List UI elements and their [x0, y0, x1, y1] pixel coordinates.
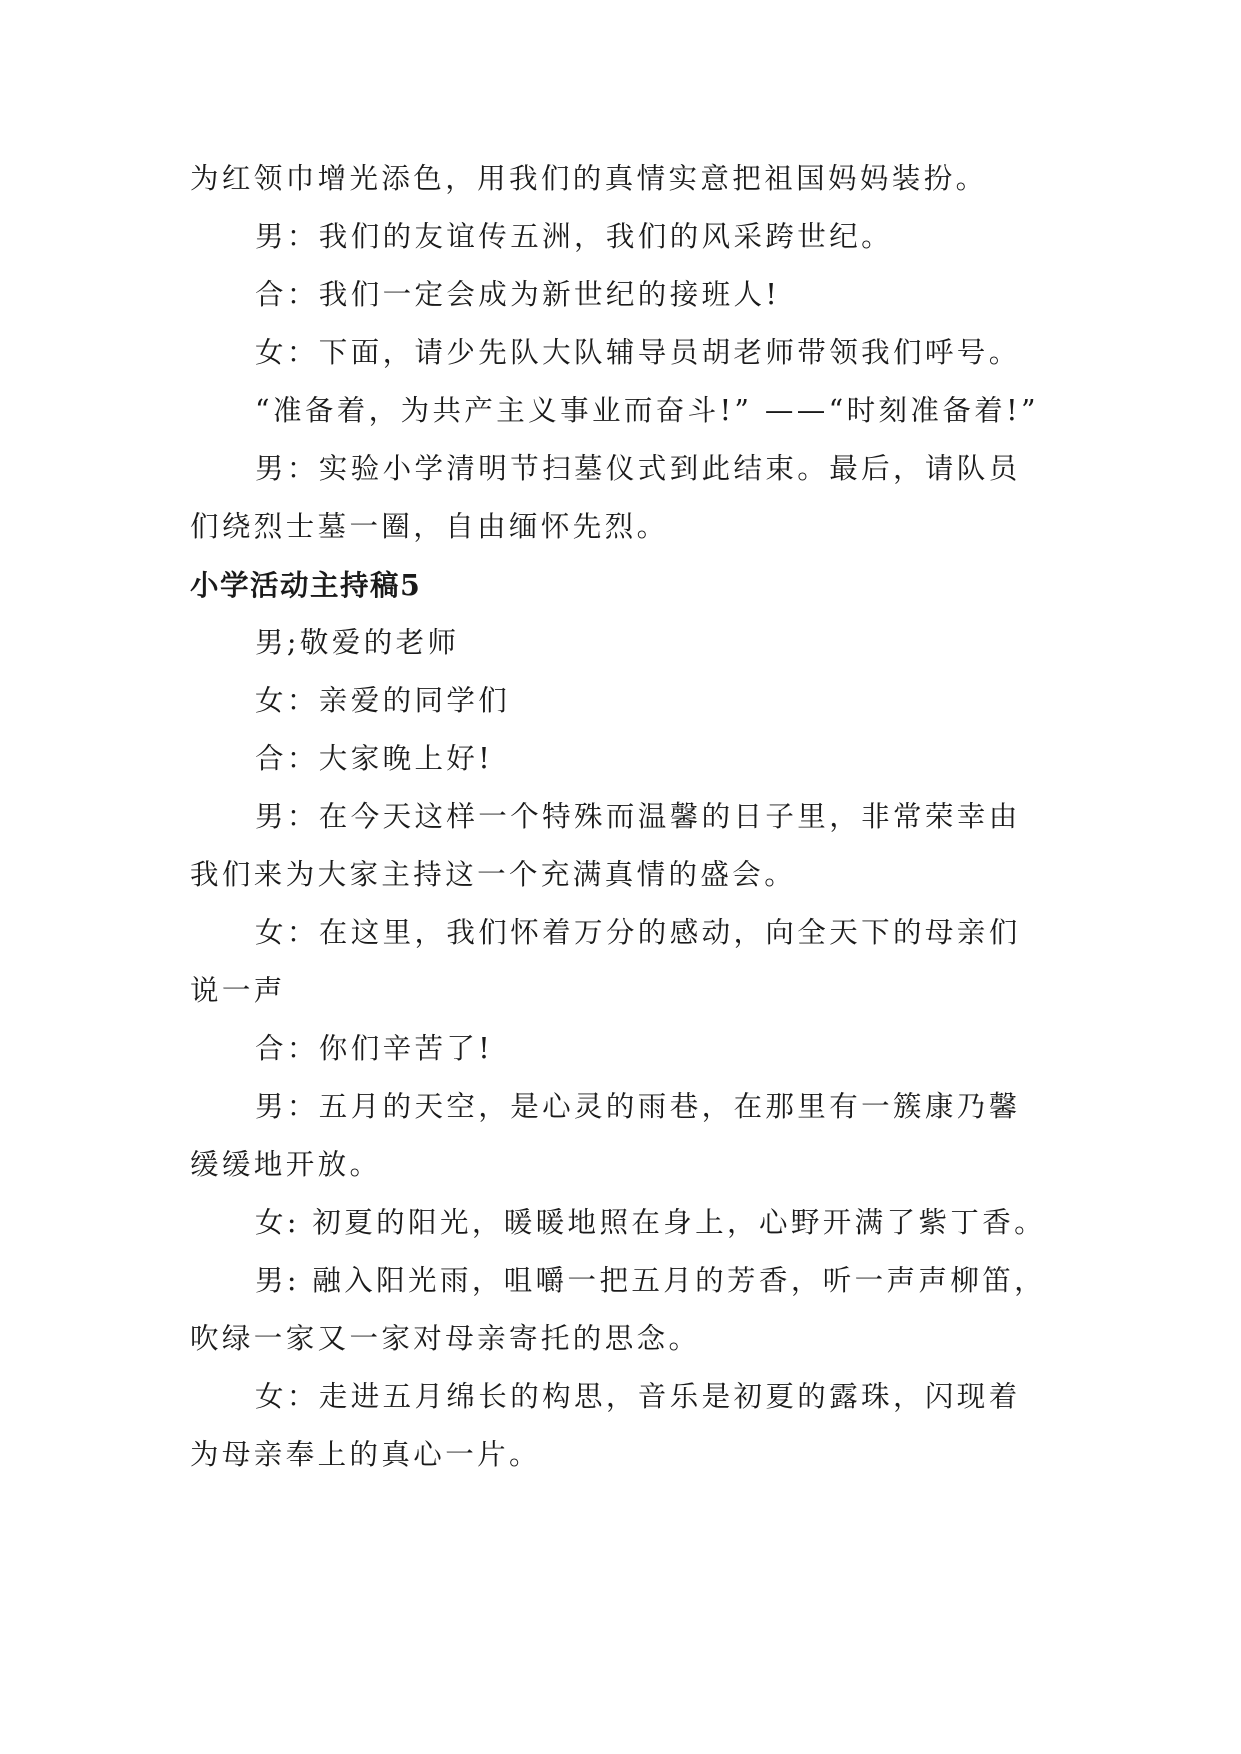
- paragraph-8: 女：亲爱的同学们: [255, 684, 511, 717]
- section-title: 小学活动主持稿5: [190, 568, 422, 602]
- paragraph-6: 男：实验小学清明节扫墓仪式到此结束。最后，请队员们绕烈士墓一圈，自由缅怀先烈。: [190, 452, 1021, 543]
- paragraph-12: 合：你们辛苦了!: [255, 1032, 494, 1065]
- paragraph-13: 男：五月的天空，是心灵的雨巷，在那里有一簇康乃馨缓缓地开放。: [190, 1090, 1021, 1181]
- document-page: [190, 150, 1050, 1484]
- paragraph-11: 女：在这里，我们怀着万分的感动，向全天下的母亲们说一声: [190, 916, 1021, 1007]
- paragraph-2: 男：我们的友谊传五洲，我们的风采跨世纪。: [255, 220, 894, 253]
- paragraph-4: 女：下面，请少先队大队辅导员胡老师带领我们呼号。: [255, 336, 1021, 369]
- paragraph-10: 男：在今天这样一个特殊而温馨的日子里，非常荣幸由我们来为大家主持这一个充满真情的盛会。: [190, 800, 1021, 891]
- paragraph-15: 男: 融入阳光雨，咀嚼一把五月的芳香，听一声声柳笛，吹绿一家又一家对母亲寄托的思念。: [190, 1264, 1047, 1355]
- paragraph-1: 为红领巾增光添色，用我们的真情实意把祖国妈妈装扮。: [190, 162, 988, 195]
- paragraph-7: 男;敬爱的老师: [255, 626, 460, 659]
- paragraph-16: 女：走进五月绵长的构思，音乐是初夏的露珠，闪现着为母亲奉上的真心一片。: [190, 1380, 1021, 1471]
- paragraph-3: 合：我们一定会成为新世纪的接班人!: [255, 278, 781, 311]
- paragraph-9: 合：大家晚上好!: [255, 742, 494, 775]
- paragraph-5: “准备着，为共产主义事业而奋斗!” ——“时刻准备着!”: [255, 394, 1039, 427]
- paragraph-14: 女: 初夏的阳光，暖暖地照在身上，心野开满了紫丁香。: [255, 1206, 1047, 1239]
